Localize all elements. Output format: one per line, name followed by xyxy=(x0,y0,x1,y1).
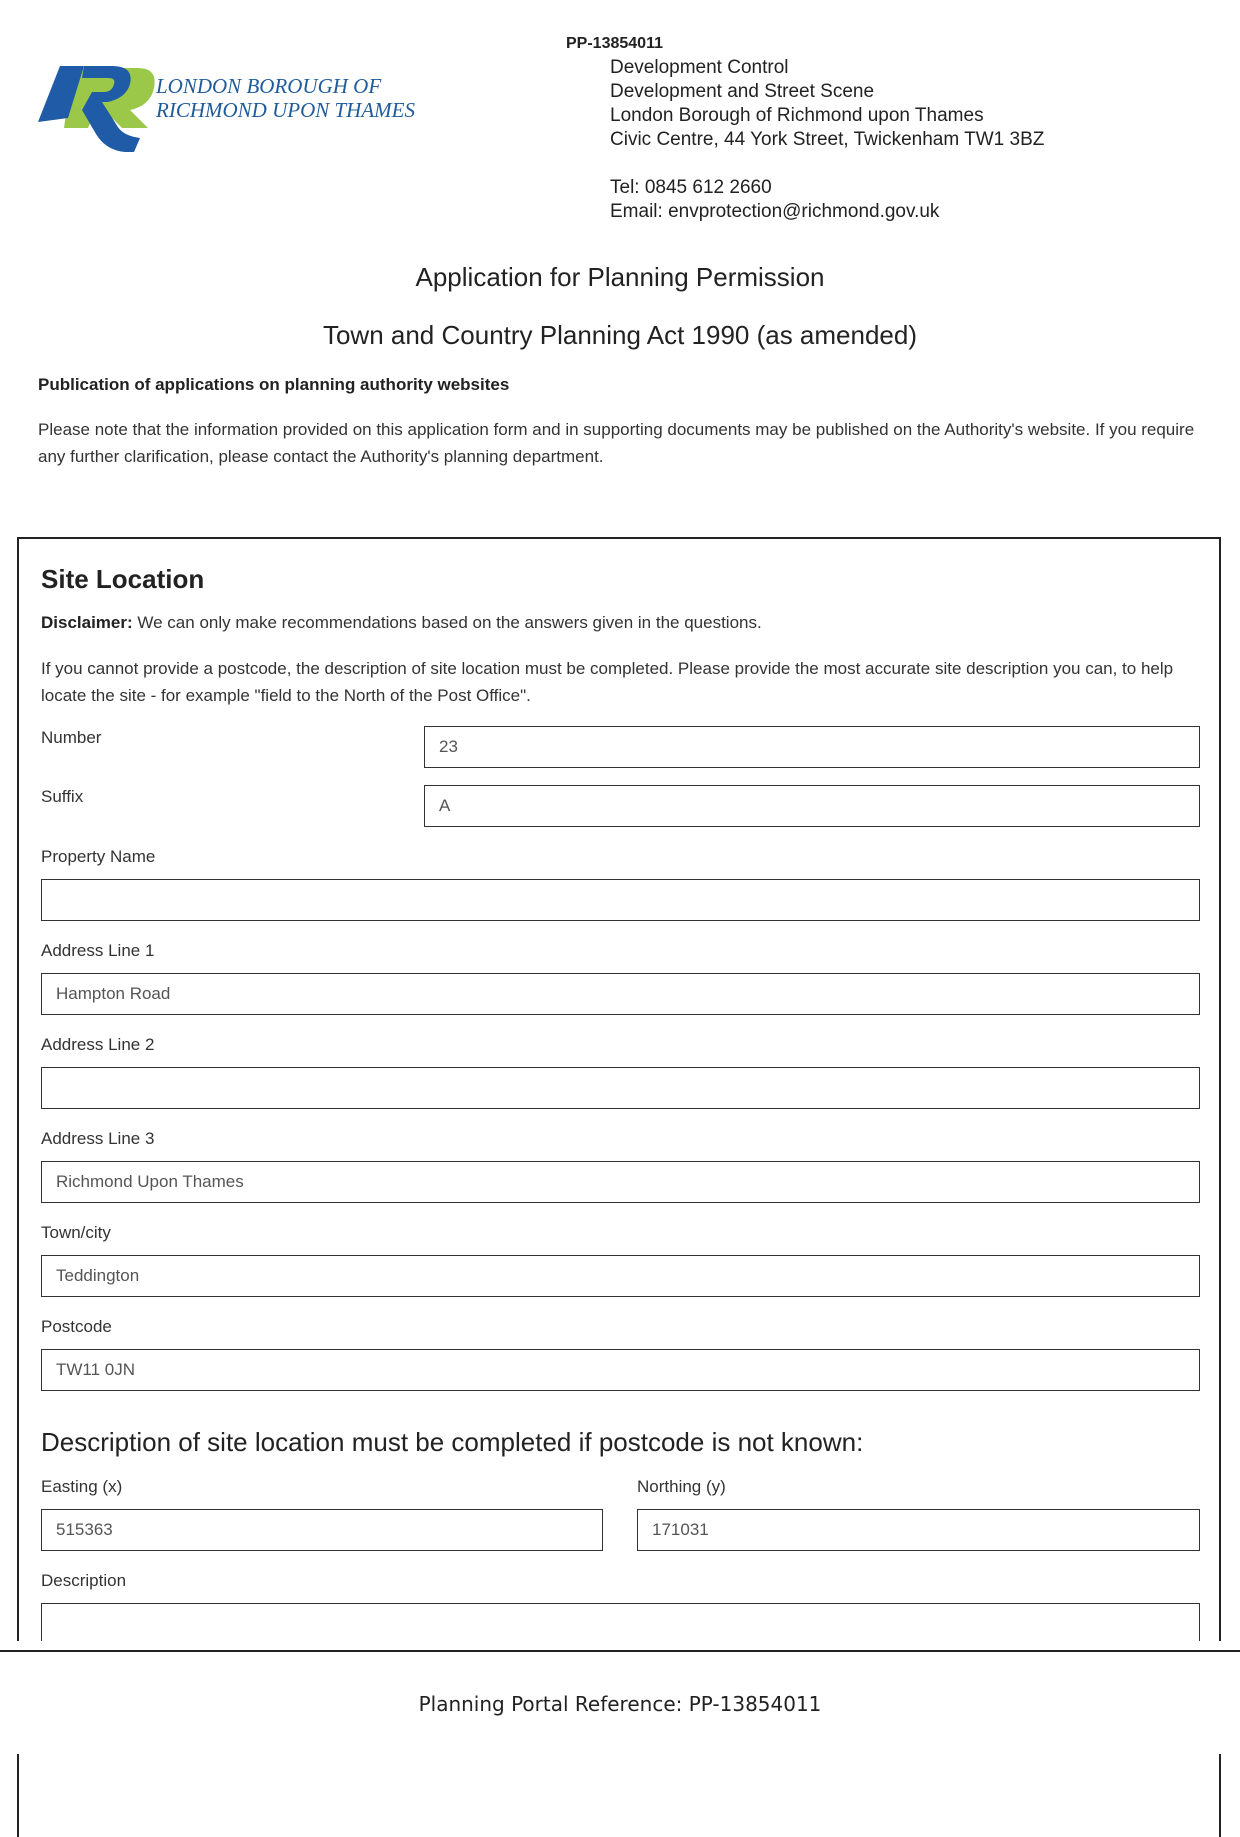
council-contact xyxy=(610,176,939,224)
address-line: Development and Street Scene xyxy=(610,81,875,102)
form-title: Application for Planning Permission xyxy=(415,262,825,292)
disclaimer-text: We can only make recommendations based on the answers given in the questions. xyxy=(132,613,762,632)
town-city-label: Town/city xyxy=(41,1223,111,1242)
number-label: Number xyxy=(41,728,102,747)
description-heading: Description of site location must be completed if postcode is not known: xyxy=(41,1427,864,1457)
number-field[interactable]: 23 xyxy=(424,726,1200,768)
telephone: Tel: 0845 612 2660 xyxy=(610,177,772,198)
postcode-label: Postcode xyxy=(41,1317,112,1336)
suffix-field[interactable]: A xyxy=(424,785,1200,827)
suffix-label: Suffix xyxy=(41,787,84,806)
council-name xyxy=(156,74,415,122)
postcode-field[interactable]: TW11 0JN xyxy=(41,1349,1200,1391)
address-line: Civic Centre, 44 York Street, Twickenham TW1 3BZ xyxy=(610,129,1045,150)
address-line: London Borough of Richmond upon Thames xyxy=(610,105,984,126)
description-label: Description xyxy=(41,1571,127,1590)
disclaimer xyxy=(41,613,762,633)
property-name-label: Property Name xyxy=(41,847,156,866)
council-logo xyxy=(38,66,438,154)
email: Email: envprotection@richmond.gov.uk xyxy=(610,201,940,222)
town-city-field[interactable]: Teddington xyxy=(41,1255,1200,1297)
council-address xyxy=(610,56,1044,152)
address-line: Development Control xyxy=(610,57,789,78)
reference-number: PP-13854011 xyxy=(566,35,663,52)
easting-field[interactable]: 515363 xyxy=(41,1509,603,1551)
address-line-2-label: Address Line 2 xyxy=(41,1035,155,1054)
disclaimer-label: Disclaimer: xyxy=(41,613,133,632)
northing-label: Northing (y) xyxy=(637,1477,726,1496)
northing-field[interactable]: 171031 xyxy=(637,1509,1200,1551)
footer-divider xyxy=(0,1650,1240,1652)
instructions: If you cannot provide a postcode, the description of site location must be completed. Please provide the most accurate site description you can, to help locate the site - for example "field to the North of the Post Office". xyxy=(41,659,1174,705)
section-title: Site Location xyxy=(41,564,205,594)
address-line-1-field[interactable]: Hampton Road xyxy=(41,973,1200,1015)
footer-reference: Planning Portal Reference: PP-13854011 xyxy=(418,1692,822,1716)
form-subtitle: Town and Country Planning Act 1990 (as amended) xyxy=(322,320,918,350)
publication-text: Please note that the information provided on this application form and in supporting documents may be published on the Authority's website. If you require any further clarification, please contact the Authority's planning department. xyxy=(38,420,1195,466)
easting-label: Easting (x) xyxy=(41,1477,123,1496)
council-name-line1: LONDON BOROUGH OF xyxy=(156,74,382,98)
richmond-r-icon xyxy=(38,66,156,152)
address-line-3-label: Address Line 3 xyxy=(41,1129,155,1148)
council-name-line2: RICHMOND UPON THAMES xyxy=(156,98,415,122)
address-line-3-field[interactable]: Richmond Upon Thames xyxy=(41,1161,1200,1203)
address-line-1-label: Address Line 1 xyxy=(41,941,155,960)
property-name-field[interactable] xyxy=(41,879,1200,921)
address-line-2-field[interactable] xyxy=(41,1067,1200,1109)
publication-heading: Publication of applications on planning authority websites xyxy=(38,375,510,394)
